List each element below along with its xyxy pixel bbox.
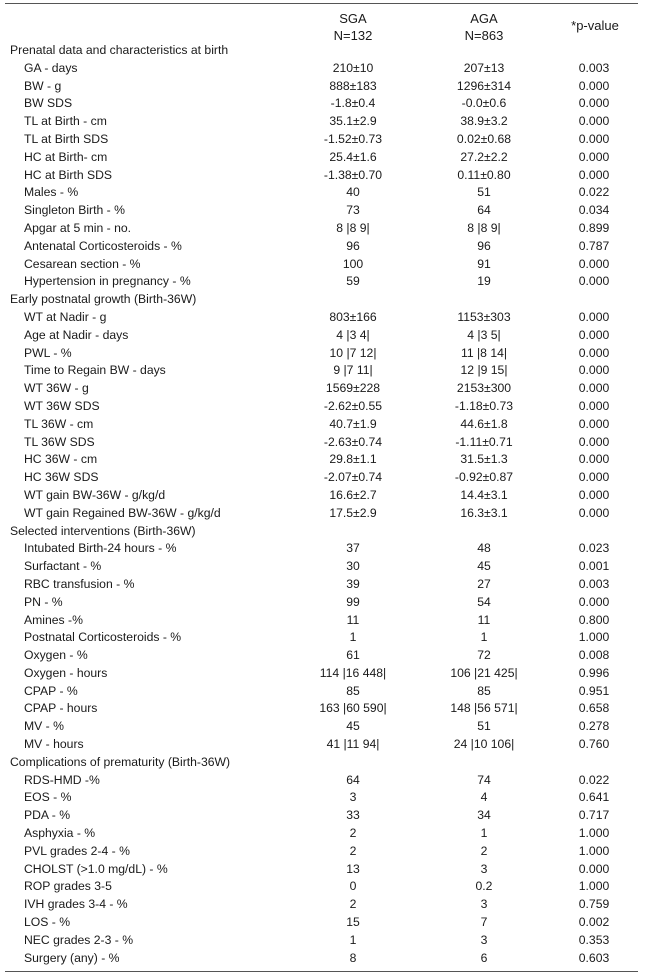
section-heading-row	[0, 291, 646, 309]
sga-value: 17.5±2.9	[329, 505, 377, 520]
row-label: BW - g	[24, 78, 62, 93]
table-row	[0, 434, 646, 452]
p-value: 0.000	[578, 416, 610, 431]
p-value: 0.759	[578, 897, 610, 912]
sga-value: 100	[342, 256, 364, 271]
p-value: 0.000	[578, 149, 610, 164]
aga-value: 1	[480, 826, 488, 841]
sga-value: 2	[349, 826, 357, 841]
row-label: WT gain Regained BW-36W - g/kg/d	[24, 505, 221, 520]
sga-value: -1.38±0.70	[323, 167, 383, 182]
row-label: Age at Nadir - days	[24, 327, 129, 342]
row-label: Postnatal Corticosteroids - %	[24, 630, 182, 645]
row-label: CHOLST (>1.0 mg/dL) - %	[24, 861, 168, 876]
p-value: 0.034	[578, 203, 610, 218]
aga-value: 72	[477, 648, 491, 663]
sga-header-label: SGA	[339, 11, 367, 26]
table-row	[0, 167, 646, 185]
sga-value: 99	[346, 594, 360, 609]
p-value: 0.641	[578, 790, 610, 805]
row-label: TL at Birth - cm	[24, 114, 107, 129]
row-label: Apgar at 5 min - no.	[24, 220, 132, 235]
sga-value: 3	[349, 790, 357, 805]
row-label: NEC grades 2-3 - %	[24, 932, 134, 947]
aga-value: 64	[477, 203, 491, 218]
aga-value: 1	[480, 630, 488, 645]
table-row	[0, 772, 646, 790]
sga-value: 8	[349, 950, 357, 965]
aga-value: 0.2	[475, 879, 493, 894]
row-label: Time to Regain BW - days	[24, 363, 166, 378]
p-value: 0.996	[578, 665, 610, 680]
aga-value: 106 |21 425|	[450, 665, 518, 680]
row-label: Surgery (any) - %	[24, 950, 120, 965]
table-row	[0, 950, 646, 968]
p-value: 0.000	[578, 96, 610, 111]
aga-value: 0.11±0.80	[457, 167, 511, 182]
table-row	[0, 665, 646, 683]
sga-value: 2	[349, 843, 357, 858]
row-label: HC 36W - cm	[24, 452, 98, 467]
p-value: 0.000	[578, 398, 610, 413]
table-row	[0, 789, 646, 807]
table-row	[0, 558, 646, 576]
row-label: Asphyxia - %	[24, 826, 96, 841]
table-row	[0, 149, 646, 167]
sga-value: -1.52±0.73	[323, 131, 383, 146]
table-row	[0, 736, 646, 754]
sga-value: 30	[346, 559, 360, 574]
aga-value: -0.92±0.87	[454, 470, 514, 485]
aga-value: 1153±303	[457, 309, 511, 324]
table-row	[0, 202, 646, 220]
row-label: CPAP - hours	[24, 701, 98, 716]
sga-value: 33	[346, 808, 360, 823]
table-row	[0, 362, 646, 380]
table-row	[0, 540, 646, 558]
aga-value: 51	[477, 719, 491, 734]
sga-value: 9 |7 11|	[333, 363, 373, 378]
table-row	[0, 700, 646, 718]
aga-value: 19	[477, 274, 491, 289]
sga-value: 4 |3 4|	[336, 327, 370, 342]
row-label: TL at Birth SDS	[24, 131, 109, 146]
aga-value: 4 |3 5|	[467, 327, 501, 342]
row-label: Males - %	[24, 185, 79, 200]
p-value: 0.787	[578, 238, 610, 253]
p-value: 0.717	[578, 808, 610, 823]
row-label: WT gain BW-36W - g/kg/d	[24, 487, 166, 502]
aga-value: 3	[480, 861, 488, 876]
table-body	[0, 42, 646, 967]
row-label: WT 36W SDS	[24, 398, 100, 413]
aga-value: 11	[477, 612, 491, 627]
p-value: 0.000	[578, 487, 610, 502]
row-label: MV - %	[24, 719, 64, 734]
sga-value: 39	[346, 576, 360, 591]
sga-value: 2	[349, 897, 357, 912]
section-heading-row	[0, 42, 646, 60]
p-value: 0.000	[578, 505, 610, 520]
aga-value: 44.6±1.8	[460, 416, 508, 431]
p-value: 0.658	[578, 701, 610, 716]
sga-value: 0	[349, 879, 357, 894]
bottom-rule	[5, 971, 638, 972]
p-value: 0.000	[578, 78, 610, 93]
row-label: Hypertension in pregnancy - %	[24, 274, 191, 289]
sga-value: 40.7±1.9	[329, 416, 377, 431]
sga-value: 59	[346, 274, 360, 289]
aga-column-header	[434, 10, 534, 44]
aga-value: 85	[477, 683, 491, 698]
row-label: PN - %	[24, 594, 63, 609]
p-value: 0.003	[578, 60, 610, 75]
p-value: 0.899	[578, 220, 610, 235]
table-row	[0, 184, 646, 202]
aga-value: 8 |8 9|	[467, 220, 501, 235]
table-row	[0, 612, 646, 630]
aga-value: 91	[477, 256, 491, 271]
p-value: 0.000	[578, 861, 610, 876]
sga-value: 15	[346, 915, 360, 930]
aga-value: 0.02±0.68	[456, 131, 512, 146]
p-value: 1.000	[578, 879, 610, 894]
row-label: PDA - %	[24, 808, 71, 823]
aga-value: 2153±300	[456, 381, 512, 396]
sga-value: 96	[346, 238, 360, 253]
table-row	[0, 95, 646, 113]
aga-value: 51	[477, 185, 491, 200]
section-heading: Complications of prematurity (Birth-36W)	[10, 754, 231, 769]
sga-value: 37	[346, 541, 360, 556]
p-value: 0.000	[578, 381, 610, 396]
table-row	[0, 238, 646, 256]
p-value: 0.000	[578, 470, 610, 485]
table-row	[0, 398, 646, 416]
row-label: WT 36W - g	[24, 381, 89, 396]
p-value: 0.000	[578, 434, 610, 449]
aga-value: 74	[477, 772, 491, 787]
sga-value: 1	[349, 932, 357, 947]
row-label: RDS-HMD -%	[24, 772, 100, 787]
aga-value: 1296±314	[456, 78, 512, 93]
aga-value: 4	[480, 790, 488, 805]
row-label: Singleton Birth - %	[24, 203, 125, 218]
row-label: IVH grades 3-4 - %	[24, 897, 128, 912]
aga-value: 207±13	[463, 60, 505, 75]
row-label: LOS - %	[24, 915, 71, 930]
row-label: RBC transfusion - %	[24, 576, 135, 591]
sga-value: 41 |11 94|	[326, 737, 380, 752]
sga-value: 114 |16 448|	[319, 665, 387, 680]
p-value: 0.000	[578, 327, 610, 342]
p-value: 0.002	[578, 915, 610, 930]
row-label: ROP grades 3-5	[24, 879, 112, 894]
sga-value: -2.07±0.74	[323, 470, 383, 485]
p-value: 0.022	[578, 772, 610, 787]
p-value: 0.008	[578, 648, 610, 663]
sga-value: 888±183	[329, 78, 377, 93]
table-row	[0, 256, 646, 274]
table-row	[0, 505, 646, 523]
table-row	[0, 416, 646, 434]
p-value: 1.000	[578, 843, 610, 858]
table-row	[0, 914, 646, 932]
row-label: Cesarean section - %	[24, 256, 141, 271]
table-row	[0, 451, 646, 469]
table-row	[0, 683, 646, 701]
sga-value: 210±10	[332, 60, 374, 75]
sga-value: 1569±228	[325, 381, 381, 396]
sga-value: 61	[346, 648, 360, 663]
table-row	[0, 629, 646, 647]
p-value: 0.022	[578, 185, 610, 200]
table-row	[0, 345, 646, 363]
sga-value: 16.6±2.7	[329, 487, 377, 502]
row-label: Oxygen - %	[24, 648, 88, 663]
section-heading-row	[0, 523, 646, 541]
table-row	[0, 896, 646, 914]
table-row	[0, 469, 646, 487]
aga-header-count: N=863	[464, 28, 504, 43]
aga-value: 48	[477, 541, 491, 556]
aga-value: 24 |10 106|	[453, 737, 515, 752]
top-rule	[5, 3, 638, 4]
aga-value: 12 |9 15|	[460, 363, 508, 378]
sga-value: 64	[346, 772, 360, 787]
aga-value: 27.2±2.2	[460, 149, 508, 164]
table-row	[0, 220, 646, 238]
section-heading-row	[0, 754, 646, 772]
p-value: 0.000	[578, 131, 610, 146]
aga-value: 34	[477, 808, 491, 823]
p-value: 0.000	[578, 167, 610, 182]
aga-value: 3	[480, 897, 488, 912]
row-label: CPAP - %	[24, 683, 78, 698]
sga-value: 25.4±1.6	[329, 149, 377, 164]
section-heading: Early postnatal growth (Birth-36W)	[10, 292, 197, 307]
table-row	[0, 131, 646, 149]
p-value: 0.000	[578, 452, 610, 467]
p-value-column-header: *p-value	[571, 18, 619, 33]
row-label: GA - days	[24, 60, 78, 75]
p-value: 1.000	[578, 826, 610, 841]
p-value: 0.000	[578, 594, 610, 609]
table-header	[0, 10, 646, 46]
table-row	[0, 861, 646, 879]
sga-value: 40	[346, 185, 360, 200]
row-label: Oxygen - hours	[24, 665, 108, 680]
sga-value: 13	[346, 861, 360, 876]
row-label: TL 36W SDS	[24, 434, 95, 449]
table-row	[0, 60, 646, 78]
sga-value: 8 |8 9|	[336, 220, 370, 235]
sga-value: 85	[346, 683, 360, 698]
p-value: 1.000	[578, 630, 610, 645]
p-value: 0.000	[578, 274, 610, 289]
aga-value: 45	[477, 559, 491, 574]
table-row	[0, 718, 646, 736]
p-value: 0.951	[578, 683, 610, 698]
aga-value: 7	[480, 915, 488, 930]
p-value: 0.353	[578, 932, 610, 947]
sga-value: 11	[346, 612, 360, 627]
sga-header-count: N=132	[333, 28, 373, 43]
aga-value: 148 |56 571|	[450, 701, 518, 716]
p-value: 0.001	[578, 559, 610, 574]
row-label: PVL grades 2-4 - %	[24, 843, 130, 858]
section-heading: Prenatal data and characteristics at birth	[10, 43, 229, 57]
aga-value: 2	[480, 843, 488, 858]
table-row	[0, 932, 646, 950]
sga-value: 803±166	[329, 309, 377, 324]
table-row	[0, 807, 646, 825]
table-row	[0, 576, 646, 594]
aga-header-label: AGA	[470, 11, 498, 26]
sga-value: -1.8±0.4	[330, 96, 376, 111]
row-label: WT at Nadir - g	[24, 309, 107, 324]
table-row	[0, 309, 646, 327]
p-value: 0.000	[578, 114, 610, 129]
aga-value: -0.0±0.6	[461, 96, 507, 111]
aga-value: -1.18±0.73	[454, 398, 514, 413]
p-value: 0.603	[578, 950, 610, 965]
p-value: 0.000	[578, 256, 610, 271]
row-label: PWL - %	[24, 345, 72, 360]
p-value: 0.000	[578, 345, 610, 360]
table-row	[0, 78, 646, 96]
sga-value: -2.63±0.74	[323, 434, 383, 449]
aga-value: 14.4±3.1	[460, 487, 508, 502]
table-row	[0, 594, 646, 612]
row-label: TL 36W - cm	[24, 416, 94, 431]
aga-value: 16.3±3.1	[460, 505, 508, 520]
sga-value: 1	[349, 630, 357, 645]
row-label: HC at Birth- cm	[24, 149, 108, 164]
row-label: EOS - %	[24, 790, 72, 805]
aga-value: 31.5±1.3	[460, 452, 508, 467]
table-row	[0, 825, 646, 843]
table-row	[0, 327, 646, 345]
table-row	[0, 647, 646, 665]
aga-value: 54	[477, 594, 491, 609]
row-label: BW SDS	[24, 96, 73, 111]
sga-value: -2.62±0.55	[323, 398, 383, 413]
p-value: 0.278	[578, 719, 610, 734]
table-row	[0, 487, 646, 505]
table-row	[0, 843, 646, 861]
p-value: 0.000	[578, 309, 610, 324]
sga-value: 163 |60 590|	[319, 701, 387, 716]
aga-value: -1.11±0.71	[455, 434, 513, 449]
table-row	[0, 878, 646, 896]
aga-value: 6	[480, 950, 488, 965]
p-value: 0.760	[578, 737, 610, 752]
row-label: Intubated Birth-24 hours - %	[24, 541, 177, 556]
section-heading: Selected interventions (Birth-36W)	[10, 523, 196, 538]
p-value: 0.003	[578, 576, 610, 591]
sga-value: 29.8±1.1	[329, 452, 377, 467]
table-row	[0, 380, 646, 398]
aga-value: 27	[477, 576, 491, 591]
table-row	[0, 113, 646, 131]
row-label: MV - hours	[24, 737, 84, 752]
aga-value: 11 |8 14|	[460, 345, 508, 360]
row-label: Surfactant - %	[24, 559, 102, 574]
aga-value: 38.9±3.2	[460, 114, 508, 129]
table-row	[0, 273, 646, 291]
aga-value: 96	[477, 238, 491, 253]
row-label: HC at Birth SDS	[24, 167, 113, 182]
row-label: Amines -%	[24, 612, 83, 627]
sga-column-header	[303, 10, 403, 44]
row-label: Antenatal Corticosteroids - %	[24, 238, 182, 253]
sga-value: 73	[346, 203, 360, 218]
sga-value: 10 |7 12|	[329, 345, 377, 360]
p-value: 0.023	[578, 541, 610, 556]
row-label: HC 36W SDS	[24, 470, 99, 485]
sga-value: 45	[346, 719, 360, 734]
p-value: 0.000	[578, 363, 610, 378]
sga-value: 35.1±2.9	[329, 114, 377, 129]
p-value: 0.800	[578, 612, 610, 627]
aga-value: 3	[480, 932, 488, 947]
